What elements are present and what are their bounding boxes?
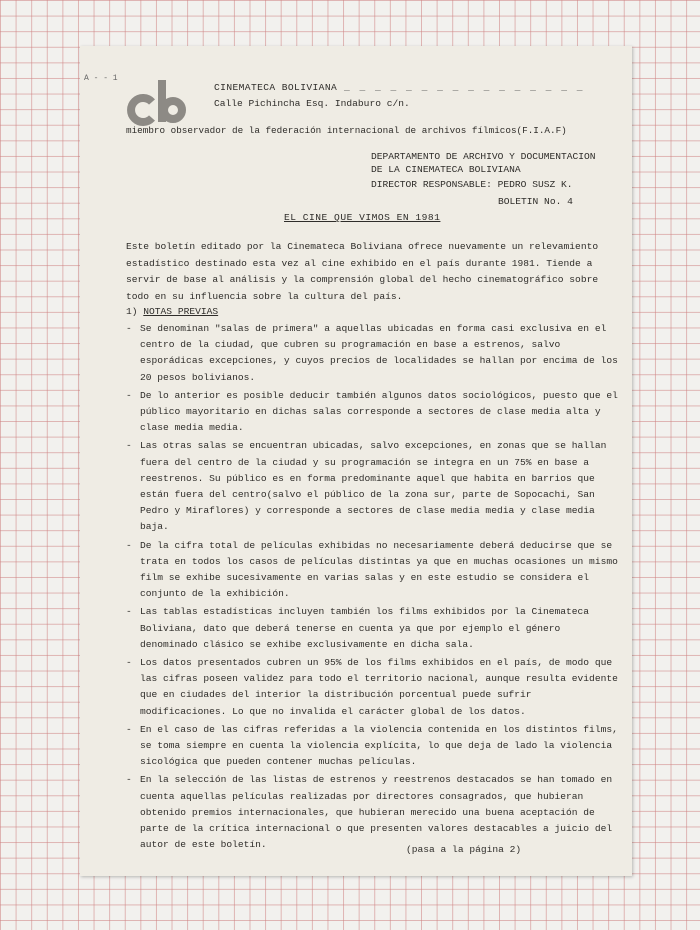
note-bullet: -	[126, 774, 132, 786]
department-line: DE LA CINEMATECA BOLIVIANA	[371, 164, 521, 175]
intro-paragraph: Este boletín editado por la Cinemateca Boliviana ofrece nuevamente un relevamiento estadístico destinado esta vez al cine exhibido en el país durante 1981. Tiende a servir de base al análisis y la comprensión global del hecho cinematográfico sobre todo en su influencia sobre la cultura del país.	[126, 241, 599, 302]
note-text: En la selección de las listas de estrenos y reestrenos destacados se han tomado en cuenta aquellas películas realizadas por directores consagrados, que hubieran obtenido premios internacionales, que hubieran merecido una buena aceptación de parte de la crítica internacional o que presenten valores destacables a juicio del autor de este boletín.	[140, 774, 613, 851]
note-bullet: -	[126, 389, 132, 401]
note-text: Los datos presentados cubren un 95% de los films exhibidos en el país, de modo que las cifras poseen validez para todo el territorio nacional, aunque resulta evidente que en ciudades del interior la distribución porcentual puede sufrir modificaciones. Lo que no invalida el carácter global de los datos.	[140, 657, 618, 717]
director-line: DIRECTOR RESPONSABLE: PEDRO SUSZ K.	[371, 179, 573, 190]
organization-name: CINEMATECA BOLIVIANA	[214, 82, 338, 93]
notes-list	[126, 321, 620, 856]
section-heading	[126, 306, 218, 317]
note-item	[126, 722, 620, 771]
note-bullet: -	[126, 723, 132, 735]
page-continuation-note: (pasa a la página 2)	[406, 844, 522, 855]
document-title: EL CINE QUE VIMOS EN 1981	[284, 212, 441, 223]
bulletin-number: BOLETIN No. 4	[498, 196, 573, 207]
note-bullet: -	[126, 440, 132, 452]
note-text: En el caso de las cifras referidas a la violencia contenida en los distintos films, se toma siempre en cuenta la violencia explícita, lo que deja de lado la violencia sicológica que pueden contener muchas películas.	[140, 723, 618, 768]
membership-line: miembro observador de la federación internacional de archivos fílmicos(F.I.A.F)	[126, 125, 567, 136]
address: Calle Pichincha Esq. Indaburo c/n.	[214, 98, 410, 109]
note-item	[126, 604, 620, 653]
note-text: De lo anterior es posible deducir también algunos datos sociológicos, puesto que el público mayoritario en dichas salas corresponde a sectores de clase media alta y clase media media.	[140, 389, 618, 434]
note-bullet: -	[126, 539, 132, 551]
header-dashes: _ _ _ _ _ _ _ _ _ _ _ _ _ _ _ _	[344, 82, 585, 93]
note-item	[126, 388, 620, 437]
note-text: Las otras salas se encuentran ubicadas, salvo excepciones, en zonas que se hallan fuera del centro de la ciudad y su programación se integra en un 75% en base a reestrenos. Su público es en forma predominante aquel que habita en barrios que están fuera del centro(salvo el público de la zona sur, parte de Sopocachi, San Pedro y Miraflores) y corresponde a sectores de clase media media y clase media baja.	[140, 440, 607, 533]
note-bullet: -	[126, 657, 132, 669]
note-item	[126, 538, 620, 603]
margin-marker: A - - 1	[84, 74, 118, 83]
note-text: Se denominan "salas de primera" a aquellas ubicadas en forma casi exclusiva en el centro de la ciudad, que cubren su programación en base a estrenos, salvo esporádicas excepciones, y cuyos precios de localidades se hallan por encima de los 20 pesos bolivianos.	[140, 323, 618, 383]
note-text: Las tablas estadísticas incluyen también los films exhibidos por la Cinemateca Boliviana, dato que deberá tenerse en cuenta ya que por ejemplo el género denominado clásico se exhibe exclusivamente en dicha sala.	[140, 606, 590, 650]
cinemateca-logo	[124, 76, 186, 128]
document-page	[80, 46, 632, 876]
note-item	[126, 772, 620, 853]
note-text: De la cifra total de películas exhibidas no necesariamente deberá deducirse que se trata en todos los casos de películas distintas ya que en muchas ocasiones un mismo film se exhibe sucesivamente en varias salas y en este estudio se considera el conjunto de la exhibición.	[140, 539, 618, 600]
department-line: DEPARTAMENTO DE ARCHIVO Y DOCUMENTACION	[371, 151, 596, 162]
note-bullet: -	[126, 606, 132, 618]
note-item	[126, 655, 620, 720]
note-item	[126, 321, 620, 386]
section-number: 1)	[126, 306, 138, 317]
note-bullet: -	[126, 323, 132, 334]
department-block	[371, 150, 596, 176]
note-item	[126, 438, 620, 535]
section-title: NOTAS PREVIAS	[143, 306, 219, 317]
